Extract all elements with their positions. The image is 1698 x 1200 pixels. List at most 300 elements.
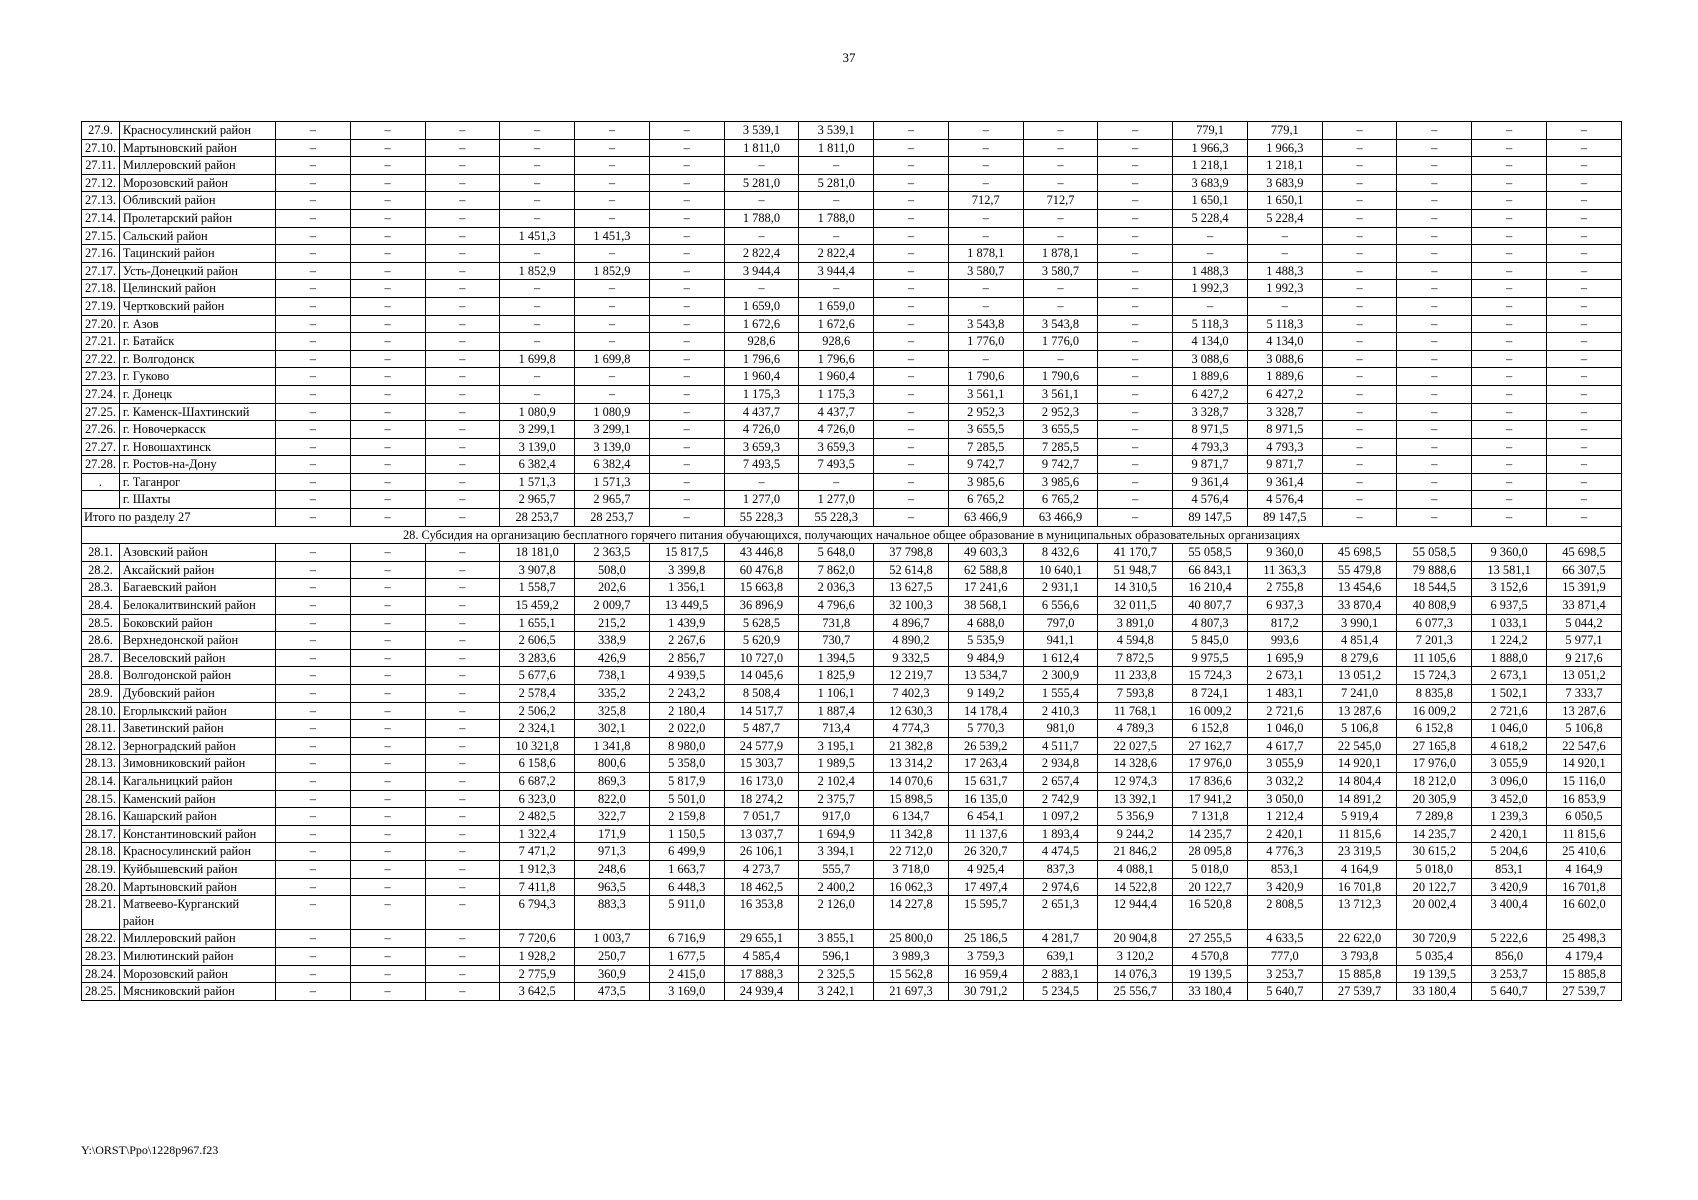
value-cell: –	[425, 122, 500, 140]
value-cell: –	[1546, 122, 1621, 140]
value-cell: –	[1322, 438, 1397, 456]
value-cell: 21 697,3	[874, 983, 949, 1001]
value-cell: –	[425, 720, 500, 738]
row-number: 27.16.	[82, 245, 120, 263]
value-cell: 2 009,7	[575, 597, 650, 615]
value-cell: –	[275, 315, 350, 333]
value-cell: –	[425, 614, 500, 632]
value-cell: –	[1098, 403, 1173, 421]
value-cell: –	[425, 209, 500, 227]
value-cell: 9 742,7	[948, 456, 1023, 474]
value-cell: 5 204,6	[1472, 843, 1547, 861]
value-cell: –	[1546, 350, 1621, 368]
value-cell: 2 651,3	[1023, 896, 1098, 930]
municipality-name: Белокалитвинский район	[119, 597, 275, 615]
value-cell: –	[425, 790, 500, 808]
municipality-name: Красносулинский район	[119, 843, 275, 861]
value-cell: 215,2	[575, 614, 650, 632]
value-cell: 12 219,7	[874, 667, 949, 685]
municipality-name: Пролетарский район	[119, 209, 275, 227]
value-cell: 981,0	[1023, 720, 1098, 738]
value-cell: 4 511,7	[1023, 737, 1098, 755]
value-cell: 30 720,9	[1397, 930, 1472, 948]
table-row	[82, 245, 1622, 263]
value-cell: 797,0	[1023, 614, 1098, 632]
row-number: 27.26.	[82, 421, 120, 439]
value-cell: 25 498,3	[1546, 930, 1621, 948]
value-cell: 20 002,4	[1397, 896, 1472, 930]
value-cell: –	[275, 174, 350, 192]
table-row	[82, 157, 1622, 175]
value-cell: –	[425, 297, 500, 315]
value-cell: 5 228,4	[1173, 209, 1248, 227]
value-cell: –	[649, 139, 724, 157]
municipality-name: Миллеровский район	[119, 930, 275, 948]
total-row	[82, 509, 1622, 527]
value-cell: –	[425, 983, 500, 1001]
value-cell: 3 891,0	[1098, 614, 1173, 632]
value-cell: 14 178,4	[948, 702, 1023, 720]
table-row	[82, 122, 1622, 140]
value-cell: 24 577,9	[724, 737, 799, 755]
value-cell: 25 800,0	[874, 930, 949, 948]
value-cell: 2 721,6	[1247, 702, 1322, 720]
value-cell: –	[275, 262, 350, 280]
value-cell: 2 159,8	[649, 808, 724, 826]
value-cell: 1 889,6	[1173, 368, 1248, 386]
value-cell: 27 539,7	[1546, 983, 1621, 1001]
value-cell: –	[1546, 456, 1621, 474]
value-cell: 1 878,1	[948, 245, 1023, 263]
value-cell: 2 506,2	[500, 702, 575, 720]
value-cell: –	[874, 350, 949, 368]
value-cell: 1 960,4	[799, 368, 874, 386]
value-cell: 15 885,8	[1546, 965, 1621, 983]
value-cell: 3 055,9	[1247, 755, 1322, 773]
value-cell: –	[1397, 122, 1472, 140]
municipality-name: Матвеево-Курганский район	[119, 896, 275, 930]
municipality-name: Зимовниковский район	[119, 755, 275, 773]
value-cell: –	[1472, 333, 1547, 351]
value-cell: –	[1397, 473, 1472, 491]
row-number: 27.9.	[82, 122, 120, 140]
value-cell: –	[425, 597, 500, 615]
value-cell: 4 776,3	[1247, 843, 1322, 861]
value-cell: –	[575, 157, 650, 175]
value-cell: 3 580,7	[1023, 262, 1098, 280]
value-cell: 9 871,7	[1247, 456, 1322, 474]
value-cell: –	[425, 421, 500, 439]
value-cell: 16 959,4	[948, 965, 1023, 983]
value-cell: 11 233,8	[1098, 667, 1173, 685]
value-cell: –	[500, 385, 575, 403]
municipality-name: Обливский район	[119, 192, 275, 210]
value-cell: –	[350, 262, 425, 280]
value-cell: 738,1	[575, 667, 650, 685]
value-cell: 5 620,9	[724, 632, 799, 650]
value-cell: 712,7	[948, 192, 1023, 210]
value-cell: –	[500, 297, 575, 315]
value-cell: 4 576,4	[1247, 491, 1322, 509]
value-cell: 7 593,8	[1098, 685, 1173, 703]
value-cell: 2 952,3	[1023, 403, 1098, 421]
value-cell: 3 394,1	[799, 843, 874, 861]
value-cell: 9 361,4	[1173, 473, 1248, 491]
value-cell: 171,9	[575, 825, 650, 843]
value-cell: –	[575, 245, 650, 263]
value-cell: 4 437,7	[724, 403, 799, 421]
value-cell: 33 870,4	[1322, 597, 1397, 615]
value-cell: –	[1546, 421, 1621, 439]
municipality-name: г. Новочеркасск	[119, 421, 275, 439]
value-cell: 22 622,0	[1322, 930, 1397, 948]
row-number: 27.20.	[82, 315, 120, 333]
value-cell: 2 578,4	[500, 685, 575, 703]
value-cell: 3 944,4	[799, 262, 874, 280]
row-number: 28.13.	[82, 755, 120, 773]
value-cell: 62 588,8	[948, 561, 1023, 579]
value-cell: –	[649, 385, 724, 403]
row-number: .	[82, 473, 120, 491]
value-cell: 26 539,2	[948, 737, 1023, 755]
value-cell: –	[500, 333, 575, 351]
value-cell: 1 106,1	[799, 685, 874, 703]
value-cell: 6 427,2	[1247, 385, 1322, 403]
table-row	[82, 421, 1622, 439]
value-cell: 17 976,0	[1173, 755, 1248, 773]
row-number: 28.23.	[82, 947, 120, 965]
value-cell: –	[1173, 245, 1248, 263]
value-cell: –	[425, 772, 500, 790]
table-row	[82, 649, 1622, 667]
value-cell: –	[1546, 438, 1621, 456]
value-cell: –	[575, 385, 650, 403]
value-cell: –	[350, 614, 425, 632]
value-cell: –	[1546, 297, 1621, 315]
value-cell: 55 228,3	[724, 509, 799, 527]
value-cell: –	[1546, 245, 1621, 263]
value-cell: –	[1472, 456, 1547, 474]
value-cell: 6 499,9	[649, 843, 724, 861]
value-cell: –	[350, 245, 425, 263]
value-cell: –	[948, 174, 1023, 192]
value-cell: 20 122,7	[1173, 878, 1248, 896]
value-cell: –	[350, 438, 425, 456]
table-row	[82, 491, 1622, 509]
value-cell: 60 476,8	[724, 561, 799, 579]
value-cell: –	[275, 702, 350, 720]
table-row	[82, 227, 1622, 245]
value-cell: 3 655,5	[1023, 421, 1098, 439]
value-cell: 2 420,1	[1472, 825, 1547, 843]
value-cell: 2 822,4	[799, 245, 874, 263]
value-cell: 22 712,0	[874, 843, 949, 861]
value-cell: 3 580,7	[948, 262, 1023, 280]
value-cell: 1 555,4	[1023, 685, 1098, 703]
value-cell: –	[1472, 473, 1547, 491]
value-cell: 1 212,4	[1247, 808, 1322, 826]
value-cell: –	[1098, 421, 1173, 439]
value-cell: 41 170,7	[1098, 544, 1173, 562]
value-cell: 1 224,2	[1472, 632, 1547, 650]
value-cell: –	[1322, 157, 1397, 175]
value-cell: 26 106,1	[724, 843, 799, 861]
value-cell: –	[350, 878, 425, 896]
value-cell: –	[350, 667, 425, 685]
value-cell: 1 825,9	[799, 667, 874, 685]
value-cell: 800,6	[575, 755, 650, 773]
value-cell: 731,8	[799, 614, 874, 632]
row-number: 28.21.	[82, 896, 120, 930]
value-cell: 5 358,0	[649, 755, 724, 773]
value-cell: 20 904,8	[1098, 930, 1173, 948]
value-cell: –	[275, 438, 350, 456]
value-cell: –	[1472, 262, 1547, 280]
value-cell: 2 243,2	[649, 685, 724, 703]
value-cell: 11 105,6	[1397, 649, 1472, 667]
value-cell: –	[1322, 368, 1397, 386]
value-cell: 1 699,8	[500, 350, 575, 368]
value-cell: –	[275, 685, 350, 703]
value-cell: 555,7	[799, 860, 874, 878]
value-cell: 37 798,8	[874, 544, 949, 562]
row-number: 27.13.	[82, 192, 120, 210]
value-cell: 4 939,5	[649, 667, 724, 685]
value-cell: 89 147,5	[1247, 509, 1322, 527]
value-cell: 10 727,0	[724, 649, 799, 667]
value-cell: 13 392,1	[1098, 790, 1173, 808]
value-cell: 4 576,4	[1173, 491, 1248, 509]
value-cell: 4 789,3	[1098, 720, 1173, 738]
value-cell: 8 971,5	[1247, 421, 1322, 439]
value-cell: –	[350, 315, 425, 333]
value-cell: 4 726,0	[724, 421, 799, 439]
value-cell: –	[500, 139, 575, 157]
value-cell: –	[350, 825, 425, 843]
value-cell: –	[425, 509, 500, 527]
table-row	[82, 947, 1622, 965]
value-cell: –	[275, 790, 350, 808]
value-cell: 45 698,5	[1546, 544, 1621, 562]
value-cell: 14 235,7	[1173, 825, 1248, 843]
value-cell: 7 131,8	[1173, 808, 1248, 826]
value-cell: –	[1098, 262, 1173, 280]
table-row	[82, 385, 1622, 403]
value-cell: –	[500, 209, 575, 227]
value-cell: 5 035,4	[1397, 947, 1472, 965]
value-cell: 2 324,1	[500, 720, 575, 738]
table-row	[82, 965, 1622, 983]
value-cell: –	[649, 350, 724, 368]
row-number: 28.17.	[82, 825, 120, 843]
value-cell: 14 891,2	[1322, 790, 1397, 808]
value-cell: 8 835,8	[1397, 685, 1472, 703]
value-cell: 18 212,0	[1397, 772, 1472, 790]
value-cell: 2 965,7	[575, 491, 650, 509]
value-cell: –	[1397, 227, 1472, 245]
value-cell: 6 323,0	[500, 790, 575, 808]
value-cell: –	[1397, 350, 1472, 368]
value-cell: –	[1322, 280, 1397, 298]
section-title: 28. Субсидия на организацию бесплатного горячего питания обучающихся, получающих начальное общее образование в муниципальных образовательных организациях	[82, 526, 1622, 544]
value-cell: –	[649, 456, 724, 474]
row-number: 27.21.	[82, 333, 120, 351]
value-cell: –	[1023, 280, 1098, 298]
value-cell: 2 673,1	[1247, 667, 1322, 685]
value-cell: –	[1546, 473, 1621, 491]
municipality-name: Азовский район	[119, 544, 275, 562]
value-cell: –	[1546, 262, 1621, 280]
budget-table	[81, 121, 1622, 1001]
value-cell: –	[350, 456, 425, 474]
value-cell: –	[575, 315, 650, 333]
value-cell: 941,1	[1023, 632, 1098, 650]
value-cell: –	[649, 473, 724, 491]
value-cell: –	[425, 403, 500, 421]
value-cell: –	[1546, 192, 1621, 210]
value-cell: –	[500, 368, 575, 386]
table-row	[82, 438, 1622, 456]
value-cell: –	[724, 227, 799, 245]
value-cell: –	[799, 157, 874, 175]
value-cell: –	[350, 139, 425, 157]
value-cell: –	[350, 403, 425, 421]
value-cell: 14 920,1	[1322, 755, 1397, 773]
value-cell: 4 570,8	[1173, 947, 1248, 965]
value-cell: 1 960,4	[724, 368, 799, 386]
value-cell: 1 811,0	[799, 139, 874, 157]
value-cell: 1 790,6	[948, 368, 1023, 386]
value-cell: 15 595,7	[948, 896, 1023, 930]
value-cell: 1 889,6	[1247, 368, 1322, 386]
value-cell: –	[1397, 262, 1472, 280]
value-cell: 52 614,8	[874, 561, 949, 579]
value-cell: –	[724, 157, 799, 175]
value-cell: –	[575, 139, 650, 157]
value-cell: 3 400,4	[1472, 896, 1547, 930]
value-cell: 3 793,8	[1322, 947, 1397, 965]
value-cell: 22 547,6	[1546, 737, 1621, 755]
value-cell: –	[874, 262, 949, 280]
value-cell: –	[275, 860, 350, 878]
table-row	[82, 192, 1622, 210]
value-cell: 27 162,7	[1173, 737, 1248, 755]
municipality-name: Заветинский район	[119, 720, 275, 738]
value-cell: 7 051,7	[724, 808, 799, 826]
value-cell: 335,2	[575, 685, 650, 703]
municipality-name: г. Донецк	[119, 385, 275, 403]
value-cell: 1 695,9	[1247, 649, 1322, 667]
value-cell: 3 420,9	[1247, 878, 1322, 896]
value-cell: 1 650,1	[1173, 192, 1248, 210]
table-row	[82, 561, 1622, 579]
value-cell: 6 382,4	[500, 456, 575, 474]
value-cell: –	[1322, 315, 1397, 333]
municipality-name: Куйбышевский район	[119, 860, 275, 878]
value-cell: –	[948, 122, 1023, 140]
value-cell: 25 186,5	[948, 930, 1023, 948]
value-cell: 2 325,5	[799, 965, 874, 983]
value-cell: 1 694,9	[799, 825, 874, 843]
value-cell: 3 088,6	[1247, 350, 1322, 368]
value-cell: 16 062,3	[874, 878, 949, 896]
value-cell: –	[1322, 350, 1397, 368]
value-cell: –	[948, 209, 1023, 227]
value-cell: 1 080,9	[575, 403, 650, 421]
value-cell: –	[425, 930, 500, 948]
value-cell: –	[1397, 139, 1472, 157]
value-cell: 1 796,6	[724, 350, 799, 368]
value-cell: –	[425, 174, 500, 192]
value-cell: 63 466,9	[1023, 509, 1098, 527]
municipality-name: Красносулинский район	[119, 122, 275, 140]
value-cell: 10 640,1	[1023, 561, 1098, 579]
value-cell: 26 320,7	[948, 843, 1023, 861]
municipality-name: г. Шахты	[119, 491, 275, 509]
value-cell: 3 328,7	[1247, 403, 1322, 421]
value-cell: –	[1472, 122, 1547, 140]
value-cell: –	[1098, 385, 1173, 403]
value-cell: 3 683,9	[1173, 174, 1248, 192]
value-cell: –	[575, 333, 650, 351]
value-cell: –	[1098, 245, 1173, 263]
value-cell: 17 836,6	[1173, 772, 1248, 790]
value-cell: –	[1546, 368, 1621, 386]
value-cell: 6 382,4	[575, 456, 650, 474]
value-cell: 7 872,5	[1098, 649, 1173, 667]
value-cell: –	[1098, 122, 1173, 140]
value-cell: –	[425, 667, 500, 685]
value-cell: –	[1546, 280, 1621, 298]
value-cell: –	[1098, 174, 1173, 192]
value-cell: –	[1397, 491, 1472, 509]
value-cell: –	[350, 896, 425, 930]
value-cell: 16 520,8	[1173, 896, 1248, 930]
value-cell: –	[1322, 333, 1397, 351]
value-cell: –	[275, 473, 350, 491]
value-cell: –	[575, 280, 650, 298]
municipality-name: Морозовский район	[119, 965, 275, 983]
value-cell: 1 659,0	[724, 297, 799, 315]
value-cell: –	[275, 878, 350, 896]
value-cell: 17 941,2	[1173, 790, 1248, 808]
value-cell: –	[275, 614, 350, 632]
table-row	[82, 280, 1622, 298]
table-row	[82, 333, 1622, 351]
value-cell: 40 807,7	[1173, 597, 1248, 615]
row-number: 28.18.	[82, 843, 120, 861]
value-cell: –	[500, 280, 575, 298]
value-cell: 1 966,3	[1247, 139, 1322, 157]
value-cell: 4 164,9	[1546, 860, 1621, 878]
table-row	[82, 983, 1622, 1001]
value-cell: 5 118,3	[1247, 315, 1322, 333]
value-cell: 3 855,1	[799, 930, 874, 948]
value-cell: 13 449,5	[649, 597, 724, 615]
value-cell: –	[425, 843, 500, 861]
value-cell: 2 808,5	[1247, 896, 1322, 930]
value-cell: –	[275, 947, 350, 965]
value-cell: –	[275, 983, 350, 1001]
value-cell: –	[799, 227, 874, 245]
value-cell: 971,3	[575, 843, 650, 861]
value-cell: 248,6	[575, 860, 650, 878]
value-cell: –	[350, 297, 425, 315]
value-cell: 6 765,2	[948, 491, 1023, 509]
value-cell: 28 095,8	[1173, 843, 1248, 861]
value-cell: 9 484,9	[948, 649, 1023, 667]
value-cell: –	[1098, 456, 1173, 474]
